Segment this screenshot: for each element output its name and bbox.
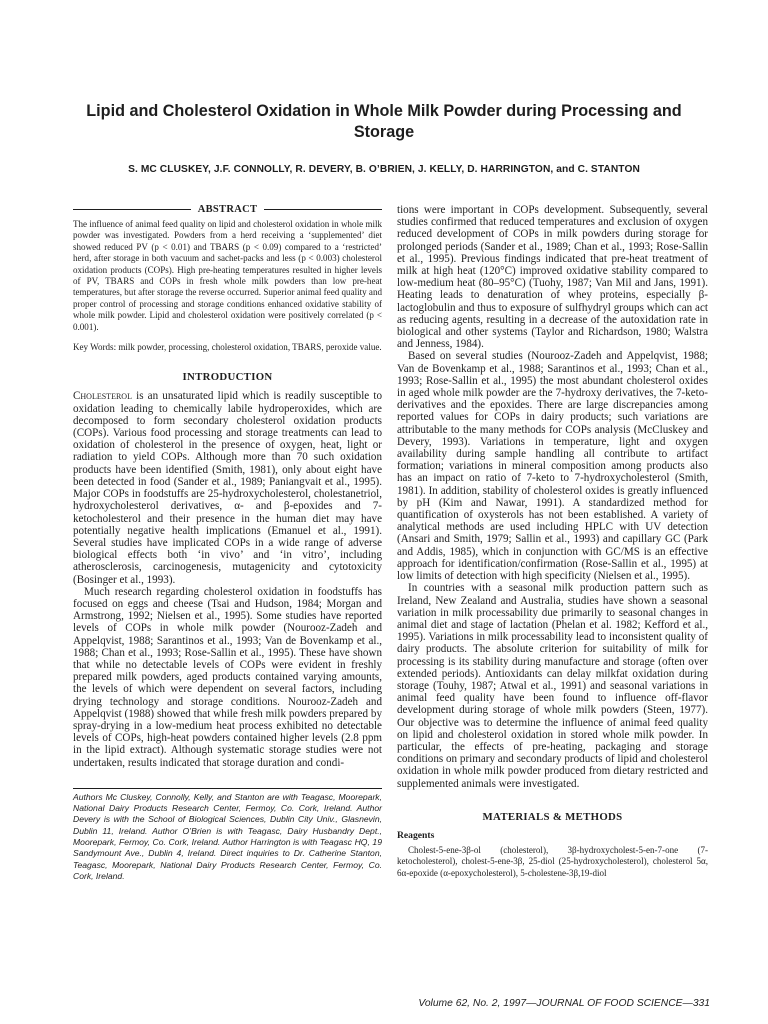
page-footer: Volume 62, No. 2, 1997—JOURNAL OF FOOD SCIENCE—331 bbox=[418, 998, 710, 1009]
right-paragraph-1: tions were important in COPs development. Subsequently, several studies confirmed that reduced temperatures and exclusion of oxygen reduced development of COPs in milk powders during storage for prolonged periods (Sander et al., 1989; Chan et al., 1993; Rose-Sallin et al., 1995). Previous findings indicated that pre-heat treatment of milk at high heat (120°C) improved oxidative stability compared to low-medium heat (80–95°C) (Tuohy, 1987; Van Mil and Jans, 1991). Heating leads to denaturation of whey proteins, especially β-lactoglobulin and thus to exposure of sulfhydryl groups which can act as reducing agents, resulting in a decrease of the autoxidation rate in biological and other systems (Taylor and Richardson, 1980; Walstra and Jenness, 1984). bbox=[397, 204, 708, 351]
right-paragraph-2: Based on several studies (Nourooz-Zadeh and Appelqvist, 1988; Van de Bovenkamp et al., 1988; Sarantinos et al., 1993; Chan et al., 1993; Rose-Sallin et al., 1995) the most abundant cholesterol oxides in aged whole milk powder are the 7-hydroxy derivatives, the 7-keto-derivatives and the epoxides. There are large discrepancies among reported values for COPs in dairy products; such variations are attributable to the many methods for COPs analysis (McCluskey and Devery, 1993). Variations in temperature, light and oxygen availability during sample handling all contribute to artifact formation; variations in mineral composition among products also has an impact on ratio of 7-keto to 7-hydroxycholesterol (Smith, 1981). In addition, stability of cholesterol oxides is greatly influenced by pH (Kim and Nawar, 1991). A standardized method for quantification of oxysterols has not been established. A variety of analytical methods are used including HPLC with UV detection (Ansari and Smith, 1979; Sallin et al., 1993) and capillary GC (Park and Addis, 1985), which in conjunction with GC/MS is an effective approach for identification/confirmation (Rose-Sallin et al., 1995) at low limits of detection with high specificity (Nielsen et al., 1995). bbox=[397, 350, 708, 583]
abstract-heading-text: ABSTRACT bbox=[197, 204, 258, 215]
intro-paragraph-2: Much research regarding cholesterol oxidation in foodstuffs has focused on eggs and cheese (Tsai and Hudson, 1984; Morgan and Armstrong, 1992; Nielsen et al., 1995). Some studies have reported levels of COPs in whole milk powder (Nourooz-Zadeh and Appelqvist, 1988; Sarantinos et al., 1993; Van de Bovenkamp et al., 1988; Chan et al., 1993; Rose-Sallin et al., 1995). These have shown that while no detectable levels of COPs were evident in freshly prepared milk powders, aged products contained varying amounts, the levels of which were dependent on several factors, including drying technology and storage conditions. Nourooz-Zadeh and Appelqvist (1988) showed that while fresh milk powders prepared by spray-drying in a low-medium heat process exhibited no detectable levels of COPs, high-heat powders contained higher levels (2.8 ppm in the lipid extract). Although systematic storage studies were not undertaken, results indicated that storage duration and condi- bbox=[73, 585, 382, 769]
abstract-rule-right bbox=[264, 209, 382, 210]
intro-paragraph-1-text: is an unsaturated lipid which is readily susceptible to oxidation leading to chemically labile hydroperoxides, which are decomposed to form secondary cholesterol oxidation products (COPs). Various food processing and storage treatments can lead to oxidation of cholesterol in the presence of oxygen, heat, light or radiation to yield COPs. Although more than 70 such oxidation products have been identified (Smith, 1981), only about eight have been detected in food (Sander et al., 1989; Paniangvait et al., 1995). Major COPs in foodstuffs are 25-hydroxycholesterol, cholestanetriol, hydroxycholesterol derivatives, α- and β-epoxides and 7-ketocholesterol and their presence in the human diet may have potentially negative health implications (Emanuel et al., 1991). Several studies have implicated COPs in a wide range of adverse biological effects both ‘in vivo’ and ‘in vitro’, including atherosclerosis, carcinogenesis, mutagenicity and cytotoxicity (Bosinger et al., 1993). bbox=[73, 390, 382, 586]
intro-paragraph-1 bbox=[73, 390, 382, 585]
author-list: S. MC CLUSKEY, J.F. CONNOLLY, R. DEVERY, B. O’BRIEN, J. KELLY, D. HARRINGTON, and C. STANTON bbox=[128, 164, 640, 175]
article-title: Lipid and Cholesterol Oxidation in Whole Milk Powder during Processing and Storage bbox=[86, 102, 682, 141]
reagents-subheading: Reagents bbox=[397, 829, 435, 841]
methods-heading: MATERIALS & METHODS bbox=[482, 810, 623, 823]
reagents-text: Cholest-5-ene-3β-ol (cholesterol), 3β-hydroxycholest-5-en-7-one (7-ketocholesterol), cholest-5-ene-3β, 25-diol (25-hydroxycholesterol), cholesterol 5α, 6α-epoxide (α-epoxycholesterol), 5-cholestene-3β,19-diol bbox=[397, 844, 708, 878]
right-column bbox=[397, 204, 708, 879]
abstract-text: The influence of animal feed quality on lipid and cholesterol oxidation in whole milk powder was investigated. Powders from a herd receiving a ‘supplemented’ diet showed reduced PV (p < 0.01) and TBARS (p < 0.09) compared to a ‘restricted’ herd, after storage in both vacuum and sachet-packs and less (p < 0.003) cholesterol oxidation products (COPs). High pre-heating temperatures resulted in higher levels of PV, TBARS and COPs in fresh whole milk powders than low pre-heat temperatures, but after storage the reverse occurred. Superior animal feed quality and proper control of processing and storage conditions enhanced oxidative stability of whole milk powder. Lipid and cholesterol oxidation were positively correlated (p < 0.001). bbox=[73, 219, 382, 332]
abstract-rule-left bbox=[73, 209, 191, 210]
keywords: Key Words: milk powder, processing, cholesterol oxidation, TBARS, peroxide value. bbox=[73, 342, 382, 353]
author-affiliation-footnote: Authors Mc Cluskey, Connolly, Kelly, and Stanton are with Teagasc, Moorepark, National Dairy Products Research Center, Fermoy, Co. Cork, Ireland. Author Devery is with the School of Biological Sciences, Dublin City Univ., Glasnevin, Dublin 11, Ireland. Author O’Brien is with Teagasc, Dairy Husbandry Dept., Moorepark, Fermoy, Co. Cork, Ireland. Author Harrington is with Teagasc HQ, 19 Sandymount Ave., Dublin 4, Ireland. Direct inquiries to Dr. Catherine Stanton, Teagasc, Moorepark, National Dairy Products Research Center, Fermoy, Co. Cork, Ireland. bbox=[73, 791, 382, 881]
footnote-divider bbox=[73, 788, 382, 789]
intro-lead-word: Cholesterol bbox=[73, 390, 132, 403]
left-column bbox=[73, 204, 382, 882]
abstract-heading bbox=[73, 204, 382, 215]
introduction-heading: INTRODUCTION bbox=[182, 371, 273, 384]
right-paragraph-3: In countries with a seasonal milk production pattern such as Ireland, New Zealand and Australia, studies have shown a seasonal variation in milk processability due primarily to seasonal changes in animal diet and stage of lactation (Phelan et al. 1982; Kefford et al., 1995). Variations in milk processability lead to inconsistent quality of dairy products. The absolute criterion for suitability of milk for processing is its stability during manufacture and storage (often over extended periods). Antioxidants can delay milkfat oxidation during storage (Touhy, 1987; Atwal et al., 1991) and seasonal variations in animal feed quality have been found to influence off-flavor development during storage of whole milk powders (Steen, 1977). Our objective was to determine the influence of animal feed quality on lipid and cholesterol oxidation in stored whole milk powder. In particular, the effects of pre-heating, packaging and storage conditions on primary and secondary products of lipid and cholesterol oxidation in whole milk powder produced from dietary restricted and supplemented animals were investigated. bbox=[397, 582, 708, 790]
